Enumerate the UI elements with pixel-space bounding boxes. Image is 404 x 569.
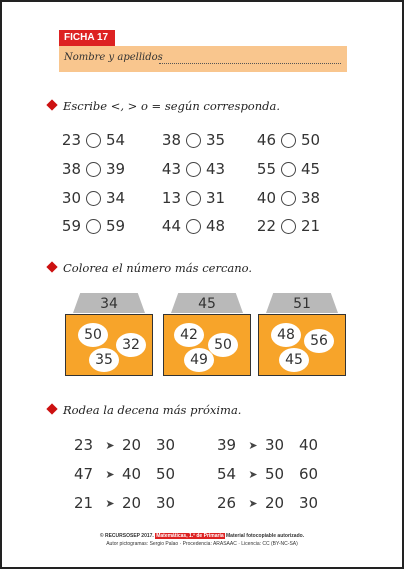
box-body xyxy=(163,314,251,376)
left-number: 46 xyxy=(256,131,276,149)
upper-ten[interactable]: 30 xyxy=(156,494,176,512)
option-bubble[interactable]: 42 xyxy=(174,323,204,347)
left-number: 44 xyxy=(161,217,181,235)
comparison-item xyxy=(252,160,325,178)
right-number: 21 xyxy=(301,217,321,235)
left-number: 55 xyxy=(256,160,276,178)
option-bubble[interactable]: 32 xyxy=(116,333,146,357)
option-bubble[interactable]: 49 xyxy=(184,348,214,372)
arrow-right-icon: ➤ xyxy=(105,467,115,481)
left-number: 23 xyxy=(61,131,81,149)
right-number: 35 xyxy=(206,131,226,149)
arrow-right-icon: ➤ xyxy=(248,496,258,510)
left-number: 38 xyxy=(161,131,181,149)
comparison-item xyxy=(252,217,325,235)
lower-ten[interactable]: 20 xyxy=(265,494,285,512)
rounding-item xyxy=(74,465,186,483)
option-bubble[interactable]: 50 xyxy=(208,333,238,357)
answer-circle[interactable] xyxy=(186,219,201,234)
rounding-item xyxy=(217,465,329,483)
arrow-right-icon: ➤ xyxy=(105,438,115,452)
comparison-item xyxy=(57,217,130,235)
comparison-item xyxy=(157,131,230,149)
answer-circle[interactable] xyxy=(281,133,296,148)
left-number: 43 xyxy=(161,160,181,178)
right-number: 38 xyxy=(301,189,321,207)
left-number: 40 xyxy=(256,189,276,207)
answer-circle[interactable] xyxy=(281,191,296,206)
answer-circle[interactable] xyxy=(186,133,201,148)
name-field[interactable] xyxy=(59,46,347,72)
number: 47 xyxy=(74,465,94,483)
option-bubble[interactable]: 50 xyxy=(78,323,108,347)
answer-circle[interactable] xyxy=(186,191,201,206)
comparison-item xyxy=(252,131,325,149)
comparison-item xyxy=(157,160,230,178)
left-number: 30 xyxy=(61,189,81,207)
left-number: 38 xyxy=(61,160,81,178)
target-number: 34 xyxy=(100,296,118,312)
upper-ten[interactable]: 60 xyxy=(299,465,319,483)
instruction-2: Colorea el número más cercano. xyxy=(48,261,252,275)
closest-box xyxy=(258,293,346,377)
answer-circle[interactable] xyxy=(86,162,101,177)
right-number: 59 xyxy=(106,217,126,235)
rounding-item xyxy=(217,436,329,454)
answer-circle[interactable] xyxy=(86,133,101,148)
right-number: 39 xyxy=(106,160,126,178)
comparison-item xyxy=(57,131,130,149)
upper-ten[interactable]: 30 xyxy=(156,436,176,454)
bullet-icon xyxy=(46,261,57,272)
left-number: 59 xyxy=(61,217,81,235)
answer-circle[interactable] xyxy=(186,162,201,177)
upper-ten[interactable]: 30 xyxy=(299,494,319,512)
comparison-item xyxy=(157,189,230,207)
upper-ten[interactable]: 50 xyxy=(156,465,176,483)
box-body xyxy=(258,314,346,376)
instruction-1: Escribe <, > o = según corresponda. xyxy=(48,99,280,113)
comparison-item xyxy=(157,217,230,235)
rounding-item xyxy=(74,436,186,454)
box-body xyxy=(65,314,153,376)
right-number: 34 xyxy=(106,189,126,207)
instruction-3: Rodea la decena más próxima. xyxy=(48,403,241,417)
option-bubble[interactable]: 56 xyxy=(304,329,334,353)
closest-box xyxy=(163,293,251,377)
footer-line-1: © RECURSOSEP 2017. Matemáticas, 1.º de Primaria Material fotocopiable autorizado. xyxy=(99,533,305,539)
arrow-right-icon: ➤ xyxy=(105,496,115,510)
number: 39 xyxy=(217,436,237,454)
right-number: 31 xyxy=(206,189,226,207)
right-number: 50 xyxy=(301,131,321,149)
option-bubble[interactable]: 45 xyxy=(279,348,309,372)
target-number: 45 xyxy=(198,296,216,312)
option-bubble[interactable]: 48 xyxy=(271,323,301,347)
number: 26 xyxy=(217,494,237,512)
right-number: 48 xyxy=(206,217,226,235)
lower-ten[interactable]: 40 xyxy=(122,465,142,483)
lower-ten[interactable]: 20 xyxy=(122,436,142,454)
answer-circle[interactable] xyxy=(281,162,296,177)
number: 23 xyxy=(74,436,94,454)
name-label: Nombre y apellidos xyxy=(64,52,163,63)
left-number: 13 xyxy=(161,189,181,207)
lower-ten[interactable]: 50 xyxy=(265,465,285,483)
footer-line-2: Autor pictogramas: Sergio Palao · Procedencia: ARASAAC · Licencia: CC (BY-NC-SA) xyxy=(106,541,298,547)
bullet-icon xyxy=(46,403,57,414)
lower-ten[interactable]: 20 xyxy=(122,494,142,512)
comparison-item xyxy=(252,189,325,207)
name-line xyxy=(159,63,341,64)
upper-ten[interactable]: 40 xyxy=(299,436,319,454)
answer-circle[interactable] xyxy=(86,219,101,234)
right-number: 43 xyxy=(206,160,226,178)
option-bubble[interactable]: 35 xyxy=(89,348,119,372)
answer-circle[interactable] xyxy=(281,219,296,234)
target-number: 51 xyxy=(293,296,311,312)
lower-ten[interactable]: 30 xyxy=(265,436,285,454)
comparison-item xyxy=(57,160,130,178)
rounding-item xyxy=(74,494,186,512)
sheet-badge: FICHA 17 xyxy=(59,30,115,46)
bullet-icon xyxy=(46,99,57,110)
arrow-right-icon: ➤ xyxy=(248,467,258,481)
number: 21 xyxy=(74,494,94,512)
closest-box xyxy=(65,293,153,377)
rounding-item xyxy=(217,494,329,512)
comparison-item xyxy=(57,189,130,207)
answer-circle[interactable] xyxy=(86,191,101,206)
left-number: 22 xyxy=(256,217,276,235)
arrow-right-icon: ➤ xyxy=(248,438,258,452)
number: 54 xyxy=(217,465,237,483)
right-number: 54 xyxy=(106,131,126,149)
right-number: 45 xyxy=(301,160,321,178)
